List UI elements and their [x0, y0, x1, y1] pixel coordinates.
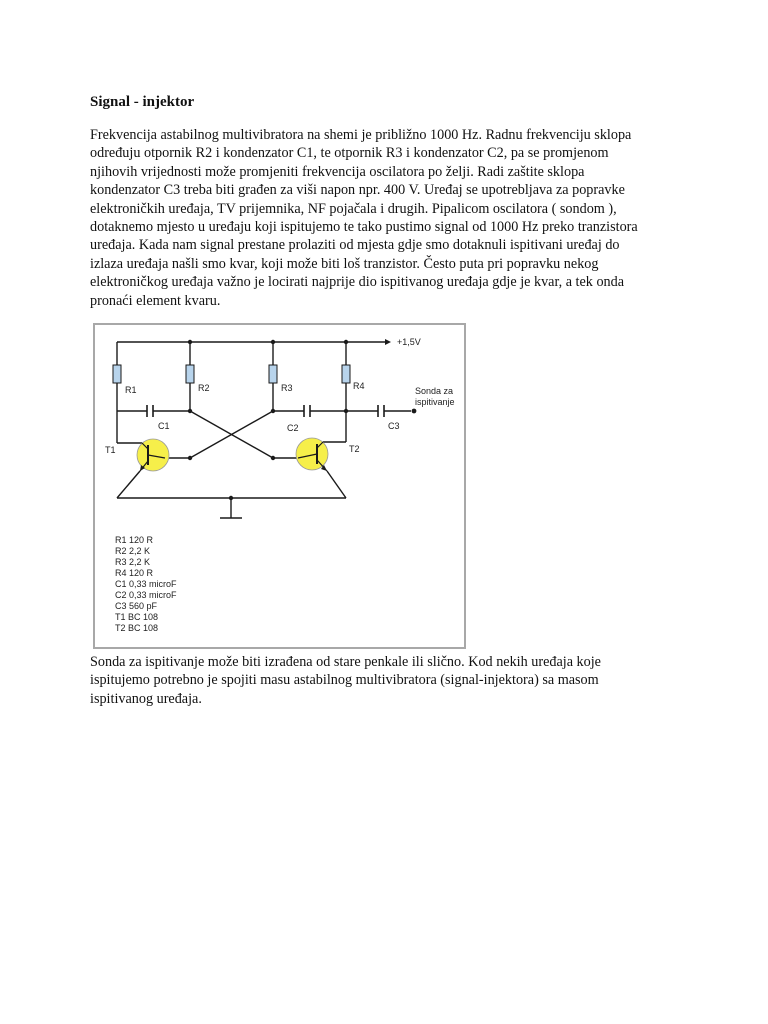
paragraph-line: Sonda za ispitivanje može biti izrađena od stare penkale ili slično. Kod nekih uređaja koje [90, 654, 601, 670]
parts-list-item: C3 560 pF [115, 601, 158, 611]
schematic-drawing [95, 325, 464, 647]
label-c1: C1 [158, 421, 170, 431]
paragraph-line: ispitivanog uređaja. [90, 690, 202, 707]
paragraph-line: elektroničkog uređaja važno je locirati najprije dio ispitivanog uređaja gdje je kvar, a tek onda [90, 274, 625, 291]
parts-list-item: C1 0,33 microF [115, 579, 177, 589]
parts-list-item: R3 2,2 K [115, 557, 151, 567]
page-title: Signal - injektor [90, 94, 195, 110]
probe-label: ispitivanje [415, 397, 455, 407]
circuit-schematic [93, 323, 466, 649]
label-r2: R2 [198, 383, 210, 393]
label-c2: C2 [287, 423, 299, 433]
paragraph-line: dotaknemo mjesto u uređaju koji ispitujemo te tako pustimo signal od 1000 Hz preko tranzistora [90, 219, 638, 236]
parts-list-item: R4 120 R [115, 568, 154, 578]
label-r4: R4 [353, 381, 365, 391]
probe-paragraph [90, 653, 650, 708]
resistor-r4 [342, 365, 350, 383]
paragraph-line: pronaći element kvaru. [90, 292, 221, 309]
parts-list-item: R1 120 R [115, 535, 154, 545]
paragraph-line: elektroničkih uređaja, TV prijemnika, NF pojačala i drugih. Pipalicom oscilatora ( sondom ), [90, 200, 617, 217]
label-r3: R3 [281, 383, 293, 393]
transistor-t1 [137, 439, 169, 471]
label-r1: R1 [125, 385, 137, 395]
paragraph-line: ispitujemo potrebno je spojiti masu astabilnog multivibratora (signal-injektora) sa masom [90, 672, 599, 689]
paragraph-line: uređaja. Kada nam signal prestane prolaziti od mjesta gdje smo dotaknuli ispitivani uređaj do [90, 237, 620, 254]
supply-label: +1,5V [397, 337, 421, 347]
parts-list-item: C2 0,33 microF [115, 590, 177, 600]
label-c3: C3 [388, 421, 400, 431]
paragraph-line: izlaza uređaja našli smo kvar, koji može biti loš tranzistor. Često puta pri popravku nekog [90, 255, 599, 272]
resistor-r3 [269, 365, 277, 383]
junction-dots [188, 340, 417, 500]
probe-label: Sonda za [415, 386, 454, 396]
resistor-r1 [113, 365, 121, 383]
label-t2: T2 [349, 444, 360, 454]
parts-list-item: R2 2,2 K [115, 546, 151, 556]
label-t1: T1 [105, 445, 116, 455]
paragraph-line: Frekvencija astabilnog multivibratora na shemi je približno 1000 Hz. Radnu frekvenciju sklopa [90, 127, 632, 143]
transistor-t2 [296, 438, 328, 471]
supply-arrow-icon [385, 339, 391, 345]
paragraph-line: određuju otpornik R2 i kondenzator C1, te otpornik R3 i kondenzator C2, pa se promjenom [90, 145, 609, 162]
intro-paragraph [90, 126, 690, 310]
resistors [113, 365, 350, 383]
resistor-r2 [186, 365, 194, 383]
parts-list-item: T1 BC 108 [115, 612, 159, 622]
paragraph-line: njihovih vrijednosti može promjeniti frekvencija oscilatora po želji. Radi zaštite sklopa [90, 163, 585, 180]
parts-list-item: T2 BC 108 [115, 623, 159, 633]
paragraph-line: kondenzator C3 treba biti građen za viši napon npr. 400 V. Uređaj se upotrebljava za popravke [90, 182, 625, 199]
parts-list [115, 535, 177, 633]
